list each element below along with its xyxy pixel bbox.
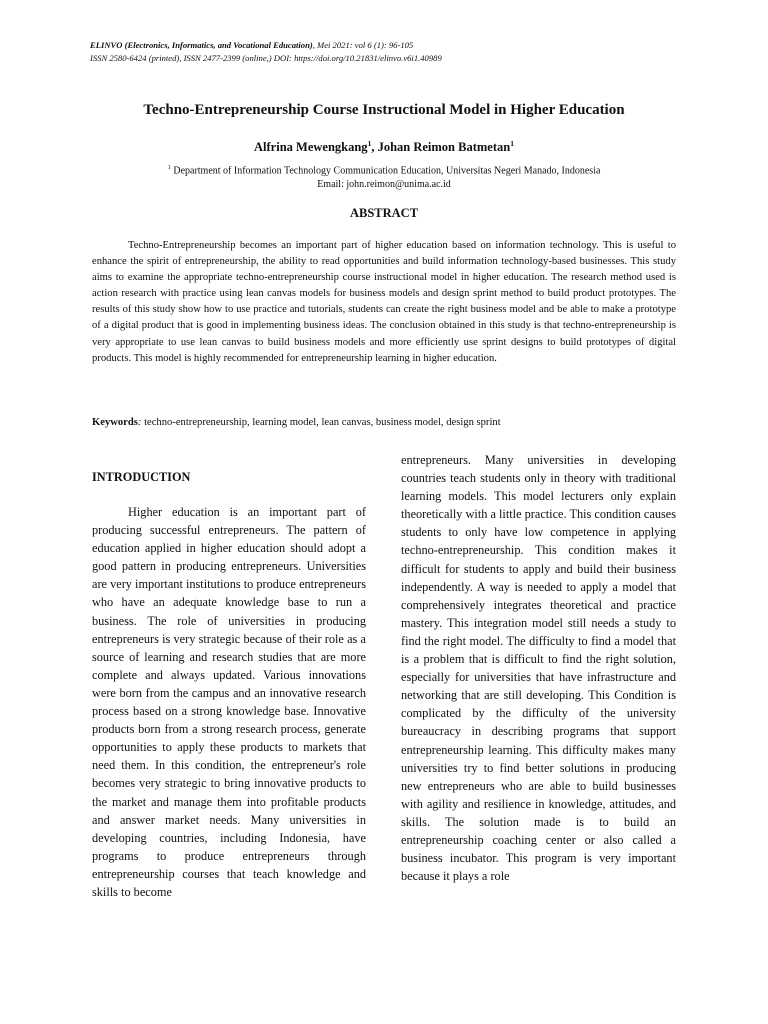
author-email: Email: john.reimon@unima.ac.id — [317, 179, 451, 191]
right-column — [401, 451, 676, 885]
keywords-text: techno-entrepreneurship, learning model, lean canvas, business model, design sprint — [141, 417, 501, 428]
affiliation-mark: 1 — [167, 164, 171, 171]
affiliation-text: Department of Information Technology Communication Education, Universitas Negeri Manado, Indonesia — [170, 165, 601, 177]
author-name: Alfrina Mewengkang — [254, 140, 368, 155]
keywords-label: Keywords — [92, 417, 138, 428]
left-column — [92, 440, 366, 901]
introduction-paragraph-left: Higher education is an important part of producing successful entrepreneurs. The pattern of education applied in higher education should adopt a good pattern in producing entrepreneurs. Universities are very important institutions to produce entrepreneurs who have an adequate knowledge base to run a business. The role of universities in producing entrepreneurs is very strategic because of their role as a source of learning and research studies that are more complete and always updated. Various innovations were born from the campus and an innovative research process based on a strong knowledge base. Innovative products born from a strong research process, generate opportunities to apply these products to markets that need them. In this condition, the entrepreneur's role becomes very strategic to bring innovative products to the market and manage them into profitable products and answer market needs. Many universities in developing countries, including Indonesia, have programs to produce entrepreneurs through entrepreneurship courses that teach knowledge and skills to become — [92, 505, 366, 899]
introduction-heading: INTRODUCTION — [92, 470, 191, 484]
issn-doi-line: ISSN 2580-6424 (printed), ISSN 2477-2399 (online,) DOI: https://doi.org/10.21831/elinvo.v6i1.40989 — [90, 53, 442, 63]
author-name: Johan Reimon Batmetan — [377, 140, 511, 155]
affiliation-line — [60, 161, 708, 178]
author-affiliation-mark: 1 — [367, 139, 372, 148]
journal-issue: , Mei 2021: vol 6 (1): 96-105 — [312, 40, 414, 50]
author-list — [60, 139, 708, 155]
keywords-colon: : — [137, 417, 142, 428]
author-affiliation-mark: 1 — [510, 139, 514, 148]
introduction-paragraph-right: entrepreneurs. Many universities in developing countries teach students only in theory with traditional learning models. This model lecturers only explain theoretically with a little practice. This condition causes students to only have low competence in applying techno-entrepreneurship. This condition makes it difficult for students to apply and build their business independently. A way is needed to apply a model that comprehensively integrates theoretical and practice mastery. This integration model still needs a study to find the right model. The difficulty to find a model that is a problem that is difficult to find the right solution, especially for universities that have infrastructure and networking that are still developing. This Condition is complicated by the difficulty of the university bureaucracy in describing programs that support entrepreneurship learning. This difficulty makes many universities try to find better solutions in producing new entrepreneurs who are able to build businesses with agility and resilience in knowledge, attitudes, and skills. The solution made is to build an entrepreneurship coaching center or also called a business incubator. This program is very important because it plays a role — [401, 453, 676, 884]
abstract-text: Techno-Entrepreneurship becomes an important part of higher education based on information technology. This is useful to enhance the spirit of entrepreneurship, the ability to read opportunities and build information technology-based businesses. This study aims to examine the appropriate techno-entrepreneurship course instructional model in higher education. The research method used is action research with practice using lean canvas models for business models and design sprint method to build product prototypes. The results of this study show how to use practice and tutorials, students can create the right business model and be able to make a prototype of a digital product that is good in implementing business ideas. The conclusion obtained in this study is that techno-entrepreneurship is very appropriate to use lean canvas to build business models and more efficiently use sprint designs to build prototypes of digital products. This model is highly recommended for entrepreneurship learning in higher education. — [92, 240, 676, 364]
keywords-line — [92, 417, 676, 428]
journal-citation-line — [90, 39, 690, 52]
journal-header — [90, 39, 690, 65]
paper-title: Techno-Entrepreneurship Course Instructional Model in Higher Education — [143, 102, 625, 118]
affiliation-block — [60, 161, 708, 192]
journal-name: ELINVO (Electronics, Informatics, and Vocational Education) — [90, 40, 313, 50]
abstract-heading: ABSTRACT — [349, 206, 419, 220]
author-separator: , — [371, 140, 378, 155]
